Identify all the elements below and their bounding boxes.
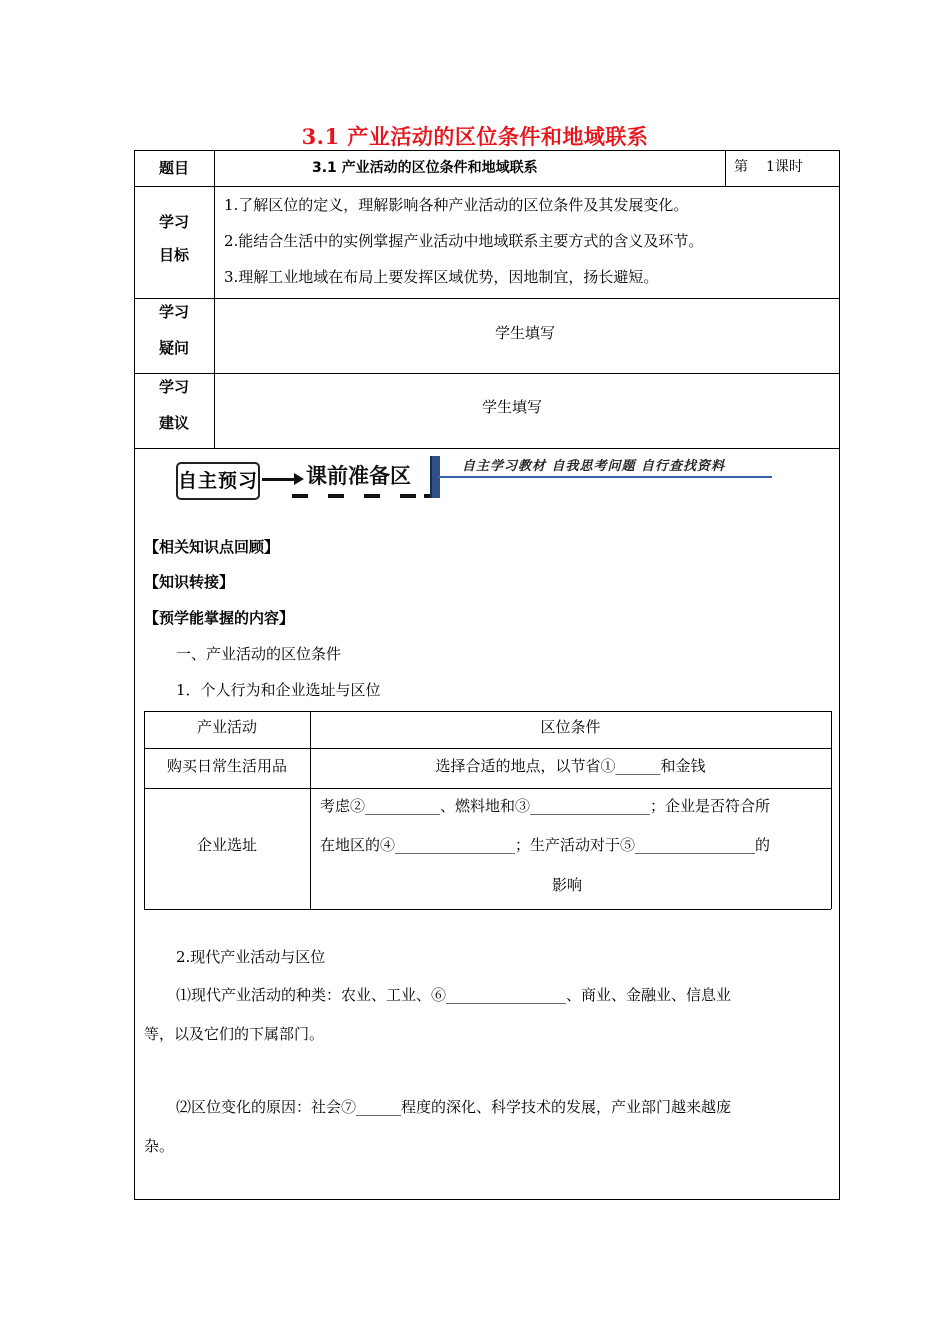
- session-value: 1课时: [766, 159, 803, 175]
- table-cell: 选择合适的地点，以节省①______和金钱: [435, 757, 706, 775]
- sub1-heading: 1．个人行为和企业选址与区位: [176, 681, 381, 699]
- table-cell-line: 在地区的④________________；生产活动对于⑤________________的: [320, 836, 771, 854]
- row-divider: [134, 373, 840, 374]
- table-cell-line: 影响: [552, 876, 583, 894]
- session-prefix: 第: [734, 159, 748, 175]
- row-divider: [134, 186, 840, 187]
- goal-item: 3.理解工业地域在布局上要发挥区域优势，因地制宜，扬长避短。: [224, 268, 659, 286]
- section-preview: 【预学能掌握的内容】: [144, 609, 295, 627]
- part2-heading: 2.现代产业活动与区位: [176, 948, 326, 966]
- part2-paragraph-1: ⑴现代产业活动的种类：农业、工业、⑥________________、商业、金融业、信息业: [176, 986, 732, 1004]
- table-cell: 购买日常生活用品: [166, 757, 287, 775]
- banner-rule: [438, 476, 772, 478]
- table-cell: 企业选址: [196, 836, 257, 854]
- part1-heading: 一、产业活动的区位条件: [176, 645, 342, 663]
- questions-value: 学生填写: [495, 324, 556, 342]
- suggestions-value: 学生填写: [482, 398, 543, 416]
- table-cell-line: 考虑②__________、燃料地和③________________；企业是否符合所: [320, 797, 771, 815]
- part2-paragraph-1-cont: 等，以及它们的下属部门。: [144, 1025, 325, 1043]
- section-transfer: 【知识转接】: [144, 573, 235, 591]
- row-divider: [134, 298, 840, 299]
- banner-slogan: 自主学习教材 自我思考问题 自行查找资料: [462, 459, 726, 474]
- row-divider: [134, 448, 840, 449]
- questions-label-1: 学习: [158, 303, 189, 321]
- topic-value: 3.1 产业活动的区位条件和地域联系: [312, 160, 538, 176]
- column-divider: [214, 150, 215, 448]
- column-divider: [725, 150, 726, 186]
- section-review: 【相关知识点回顾】: [144, 538, 280, 556]
- banner-self-study-badge: 自主预习: [176, 462, 260, 500]
- questions-label-2: 疑问: [158, 339, 189, 357]
- suggestions-label-1: 学习: [158, 378, 189, 396]
- table-header: 产业活动: [196, 718, 257, 736]
- goals-label-1: 学习: [158, 213, 189, 231]
- goal-item: 1.了解区位的定义，理解影响各种产业活动的区位条件及其发展变化。: [224, 196, 689, 214]
- suggestions-label-2: 建议: [158, 414, 189, 432]
- goal-item: 2.能结合生活中的实例掌握产业活动中地域联系主要方式的含义及环节。: [224, 232, 704, 250]
- part2-paragraph-2: ⑵区位变化的原因：社会⑦______程度的深化、科学技术的发展，产业部门越来越庞: [176, 1098, 732, 1116]
- table-header: 区位条件: [540, 718, 601, 736]
- arrow-right-icon: [262, 478, 296, 481]
- part2-paragraph-2-cont: 杂。: [144, 1137, 175, 1155]
- document-title: 3.1 产业活动的区位条件和地域联系: [301, 124, 649, 149]
- topic-label: 题目: [158, 159, 189, 177]
- goals-label-2: 目标: [158, 246, 189, 264]
- banner-title: 课前准备区: [306, 464, 411, 488]
